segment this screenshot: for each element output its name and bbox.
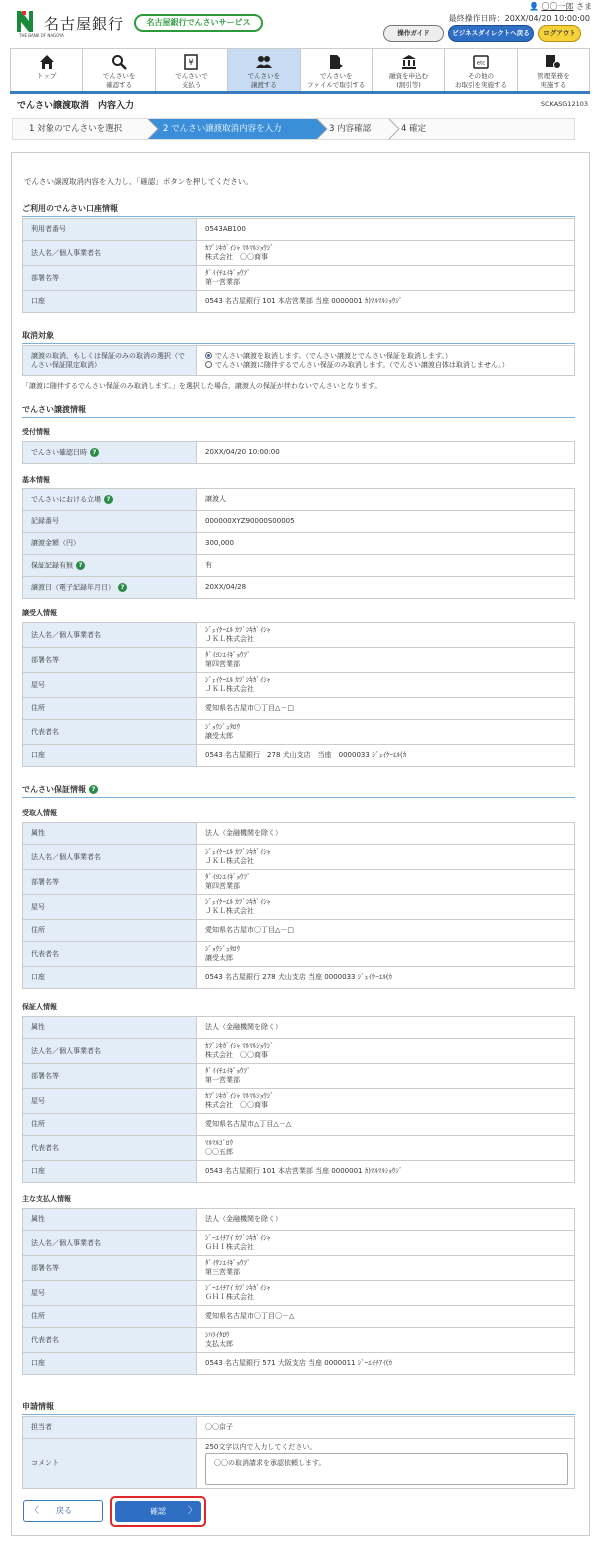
nav-admin[interactable]: [518, 49, 590, 91]
cell-value: 愛知県名古屋市〇丁目△－□: [197, 698, 575, 720]
cell-value: ｼﾞｪｲｹｰｴﾙ ｶﾌﾞｼｷｶﾞｲｼｬ ＪＫＬ株式会社: [197, 845, 575, 870]
cell-value: 愛知県名古屋市〇丁目△－□: [197, 920, 575, 942]
cell-value: 000000XYZ90000S00005: [197, 511, 575, 533]
file-transfer-icon: [328, 54, 344, 70]
cell-value: 0543 名古屋銀行 571 大阪支店 当座 0000011 ｼﾞｰｴｲﾁｱｲ(ｶ: [197, 1353, 575, 1375]
last-login-value: 20XX/04/20 10:00:00: [504, 14, 590, 23]
user-suffix: さま: [576, 2, 592, 11]
cell-label: 法人名／個人事業者名: [23, 623, 197, 648]
cell-value: 法人（金融機関を除く）: [197, 1017, 575, 1039]
cell-value: ｼﾞｪｲｹｰｴﾙ ｶﾌﾞｼｷｶﾞｲｼｬ ＪＫＬ株式会社: [197, 895, 575, 920]
cell-label: [23, 577, 197, 599]
nav-transfer[interactable]: [228, 49, 300, 91]
header: [0, 0, 600, 48]
cell-label: 口座: [23, 291, 197, 313]
cell-label: [23, 442, 197, 464]
guarantor-table: [22, 1016, 575, 1183]
nav-file[interactable]: [301, 49, 373, 91]
cell-label: 譲渡の取消、もしくは保証のみの取消の選択（でんさい保証限定取消）: [23, 346, 197, 376]
option-label: でんさい譲渡を取消します。（でんさい譲渡とでんさい保証を取消します。）: [215, 351, 452, 360]
step-indicator: [12, 118, 575, 140]
admin-icon: [545, 54, 561, 70]
cell-label: 屋号: [23, 895, 197, 920]
cell-label: 属性: [23, 1017, 197, 1039]
cell-label: 住所: [23, 698, 197, 720]
subsection-assignee: 譲受人情報: [22, 609, 57, 617]
payer-table: [22, 1208, 575, 1375]
business-direct-button[interactable]: ビジネスダイレクトへ戻る: [448, 25, 534, 42]
section-transfer: でんさい譲渡情報: [22, 404, 575, 418]
cell-value: ｶﾌﾞｼｷｶﾞｲｼｬ ﾏﾙﾏﾙｼｮｳｼﾞ 株式会社 〇〇商事: [197, 241, 575, 266]
user-name-link[interactable]: 〇〇一郎: [541, 2, 574, 11]
cell-label: 部署名等: [23, 1064, 197, 1089]
nav-label: でんさいで 支払う: [175, 72, 208, 89]
label-text: でんさい確認日時: [31, 448, 87, 457]
nav-check[interactable]: [83, 49, 155, 91]
cell-value: ｶﾌﾞｼｷｶﾞｲｼｬ ﾏﾙﾏﾙｼｮｳｼﾞ 株式会社 〇〇商事: [197, 1039, 575, 1064]
section-guarantee: [22, 784, 575, 798]
back-button[interactable]: 〈 戻る: [23, 1500, 103, 1522]
cell-label: [23, 555, 197, 577]
comment-hint: 250文字以内で入力してください。: [205, 1442, 317, 1451]
nav-label: その他の お取引を実施する: [454, 72, 507, 89]
cell-value: 法人（金融機関を除く）: [197, 1209, 575, 1231]
cell-value: 愛知県名古屋市△丁目△－△: [197, 1114, 575, 1136]
service-badge: 名古屋銀行でんさいサービス: [134, 14, 263, 32]
cell-value: 0543 名古屋銀行 278 犬山支店 当座 0000033 ｼﾞｪｲｹｰｴﾙ(ｶ: [197, 745, 575, 767]
cell-label: 住所: [23, 1306, 197, 1328]
cancel-table: [22, 345, 575, 376]
cell-label: 法人名／個人事業者名: [23, 1039, 197, 1064]
cell-label: 屋号: [23, 1089, 197, 1114]
cell-label: 属性: [23, 1209, 197, 1231]
cell-label: 住所: [23, 1114, 197, 1136]
etc-icon: [473, 54, 489, 70]
nav-pay[interactable]: [156, 49, 228, 91]
confirm-highlight: [110, 1496, 206, 1527]
comment-cell: [197, 1439, 575, 1489]
subsection-basic: 基本情報: [22, 476, 50, 484]
step-1: 1 対象のでんさいを選択: [29, 124, 123, 134]
bank-logo-icon: [17, 11, 33, 32]
nav-label: 融資を申込む (割引等): [389, 72, 429, 89]
section-apply: 申請情報: [22, 1401, 575, 1415]
bank-building-icon: [401, 54, 417, 70]
cell-value: 有: [197, 555, 575, 577]
cancel-note: 「譲渡に随伴するでんさい保証のみ取消します。」を選択した場合、譲渡人の保証が伴わないでんさいとなります。: [22, 382, 382, 390]
cell-label: 屋号: [23, 1281, 197, 1306]
cell-label: 部署名等: [23, 648, 197, 673]
nav-loan[interactable]: [373, 49, 445, 91]
radio-icon[interactable]: [205, 361, 212, 368]
cell-label: 法人名／個人事業者名: [23, 845, 197, 870]
label-text: でんさいにおける立場: [31, 495, 101, 504]
cell-value: ﾀﾞｲｻﾝｴｲｷﾞｮｳﾌﾞ 第三営業部: [197, 1256, 575, 1281]
cell-label: 部署名等: [23, 1256, 197, 1281]
comment-input[interactable]: [205, 1453, 568, 1485]
recipient-table: [22, 822, 575, 989]
cell-value: ｼﾞｮｳｼﾞｭﾀﾛｳ 譲受太郎: [197, 720, 575, 745]
cell-label: 記録番号: [23, 511, 197, 533]
cell-value: ﾀﾞｲｲﾁｴｲｷﾞｮｳﾌﾞ 第一営業部: [197, 266, 575, 291]
step-3: 3 内容確認: [329, 124, 372, 134]
cancel-options: [197, 346, 575, 376]
step-2: 2 でんさい譲渡取消内容を入力: [163, 124, 282, 134]
radio-selected-icon[interactable]: [205, 352, 212, 359]
cell-value: ﾀﾞｲﾖﾝｴｲｷﾞｮｳﾌﾞ 第四営業部: [197, 870, 575, 895]
svg-text:¥: ¥: [188, 58, 194, 67]
user-icon: 👤: [528, 2, 539, 11]
cell-value: ﾏﾙﾏﾙｺﾞﾛｳ 〇〇五郎: [197, 1136, 575, 1161]
cell-value: 法人（金融機関を除く）: [197, 823, 575, 845]
cell-value: 0543 名古屋銀行 101 本店営業部 当座 0000001 ｶ)ﾏﾙﾏﾙｼｮｳｼﾞ: [197, 291, 575, 313]
cell-value: 〇〇京子: [197, 1417, 575, 1439]
cell-value: ｼﾞｪｲｹｰｴﾙ ｶﾌﾞｼｷｶﾞｲｼｬ ＪＫＬ株式会社: [197, 673, 575, 698]
cell-value: ｼﾞｪｲｹｰｴﾙ ｶﾌﾞｼｷｶﾞｲｼｬ ＪＫＬ株式会社: [197, 623, 575, 648]
option-label: でんさい譲渡に随伴するでんさい保証のみ取消します。（でんさい譲渡自体は取消しません。）: [215, 360, 509, 369]
cell-label: 代表者名: [23, 942, 197, 967]
cell-label: 代表者名: [23, 720, 197, 745]
nav-label: でんさいを 確認する: [102, 72, 136, 89]
cell-value: ｶﾌﾞｼｷｶﾞｲｼｬ ﾏﾙﾏﾙｼｮｳｼﾞ 株式会社 〇〇商事: [197, 1089, 575, 1114]
help-icon[interactable]: ?: [90, 448, 99, 457]
cell-value: ｼﾊﾗｲﾀﾛｳ 支払太郎: [197, 1328, 575, 1353]
account-table: [22, 218, 575, 313]
guide-button[interactable]: 操作ガイド: [383, 25, 444, 42]
subsection-guarantor: 保証人情報: [22, 1003, 57, 1011]
cell-value: ｼﾞｰｴｲﾁｱｲ ｶﾌﾞｼｷｶﾞｲｼｬ ＧＨＩ株式会社: [197, 1281, 575, 1306]
cell-value: 20XX/04/20 10:00:00: [197, 442, 575, 464]
home-icon: [39, 54, 55, 70]
nav-label: でんさいを 譲渡する: [247, 72, 281, 89]
option-cancel-transfer[interactable]: [205, 352, 566, 361]
cell-value: 譲渡人: [197, 489, 575, 511]
help-icon[interactable]: ?: [118, 583, 127, 592]
basic-table: [22, 488, 575, 599]
cell-label: 法人名／個人事業者名: [23, 241, 197, 266]
cell-label: 屋号: [23, 673, 197, 698]
search-icon: [111, 54, 127, 70]
cell-label: 口座: [23, 745, 197, 767]
option-cancel-guarantee[interactable]: [205, 361, 566, 370]
cell-value: 愛知県名古屋市〇丁目〇－△: [197, 1306, 575, 1328]
user-info: [529, 1, 592, 12]
cell-value: ｼﾞｰｴｲﾁｱｲ ｶﾌﾞｼｷｶﾞｲｼｬ ＧＨＩ株式会社: [197, 1231, 575, 1256]
cell-value: 0543 名古屋銀行 278 犬山支店 当座 0000033 ｼﾞｪｲｹｰｴﾙ(ｶ: [197, 967, 575, 989]
step-4: 4 確定: [401, 124, 427, 134]
page-title: でんさい譲渡取消 内容入力: [17, 101, 135, 111]
users-icon: [256, 54, 272, 70]
svg-text:etc: etc: [476, 60, 486, 67]
nav-top[interactable]: [10, 49, 83, 91]
subsection-payer: 主な支払人情報: [22, 1195, 71, 1203]
section-cancel: 取消対象: [22, 330, 575, 344]
nav-label: でんさいを ファイルで取引する: [307, 72, 366, 89]
cell-label: 代表者名: [23, 1136, 197, 1161]
yen-document-icon: [183, 54, 199, 70]
screen-code: SCKASG12103: [540, 100, 588, 108]
cell-label: 口座: [23, 1161, 197, 1183]
cell-label: 譲渡金額（円）: [23, 533, 197, 555]
help-icon[interactable]: ?: [76, 561, 85, 570]
cell-value: 0543 名古屋銀行 101 本店営業部 当座 0000001 ｶ)ﾏﾙﾏﾙｼｮｳｼﾞ: [197, 1161, 575, 1183]
cell-label: 口座: [23, 1353, 197, 1375]
assignee-table: [22, 622, 575, 767]
cell-label: 部署名等: [23, 266, 197, 291]
label-text: 保証記録有無: [31, 561, 73, 570]
section-title: でんさい保証情報: [22, 785, 86, 794]
confirm-button[interactable]: 確認 〉: [115, 1501, 201, 1522]
cell-label: 担当者: [23, 1417, 197, 1439]
last-login-label: 最終操作日時：: [448, 14, 505, 23]
cell-value: ﾀﾞｲﾖﾝｴｲｷﾞｮｳﾌﾞ 第四営業部: [197, 648, 575, 673]
cell-value: ﾀﾞｲｲﾁｴｲｷﾞｮｳﾌﾞ 第一営業部: [197, 1064, 575, 1089]
cell-label: 部署名等: [23, 870, 197, 895]
cell-label: 住所: [23, 920, 197, 942]
cell-label: 代表者名: [23, 1328, 197, 1353]
logout-button[interactable]: ログアウト: [538, 25, 581, 42]
subsection-reception: 受付情報: [22, 428, 50, 436]
label-text: 譲渡日（電子記録年月日）: [31, 583, 115, 592]
section-account: ご利用のでんさい口座情報: [22, 203, 575, 217]
cell-label: 利用者番号: [23, 219, 197, 241]
cell-label: [23, 489, 197, 511]
subsection-recipient: 受取人情報: [22, 809, 57, 817]
apply-table: [22, 1416, 575, 1489]
bank-name: 名古屋銀行: [44, 15, 125, 33]
help-icon[interactable]: ?: [104, 495, 113, 504]
help-icon[interactable]: ?: [89, 785, 98, 794]
cell-label: 法人名／個人事業者名: [23, 1231, 197, 1256]
nav-other[interactable]: [445, 49, 517, 91]
nav-label: トップ: [37, 72, 57, 80]
bank-name-en: THE BANK OF NAGOYA: [19, 33, 64, 38]
cell-label: コメント: [23, 1439, 197, 1489]
global-nav: [10, 48, 590, 94]
last-login: [449, 13, 590, 24]
cell-value: 20XX/04/28: [197, 577, 575, 599]
cell-value: ｼﾞｮｳｼﾞｭﾀﾛｳ 譲受太郎: [197, 942, 575, 967]
reception-table: [22, 441, 575, 464]
intro-text: でんさい譲渡取消内容を入力し、「確認」ボタンを押してください。: [24, 177, 253, 186]
nav-label: 管理業務を 実施する: [537, 72, 570, 89]
cell-value: 300,000: [197, 533, 575, 555]
cell-label: 口座: [23, 967, 197, 989]
cell-label: 属性: [23, 823, 197, 845]
cell-value: 0543AB100: [197, 219, 575, 241]
